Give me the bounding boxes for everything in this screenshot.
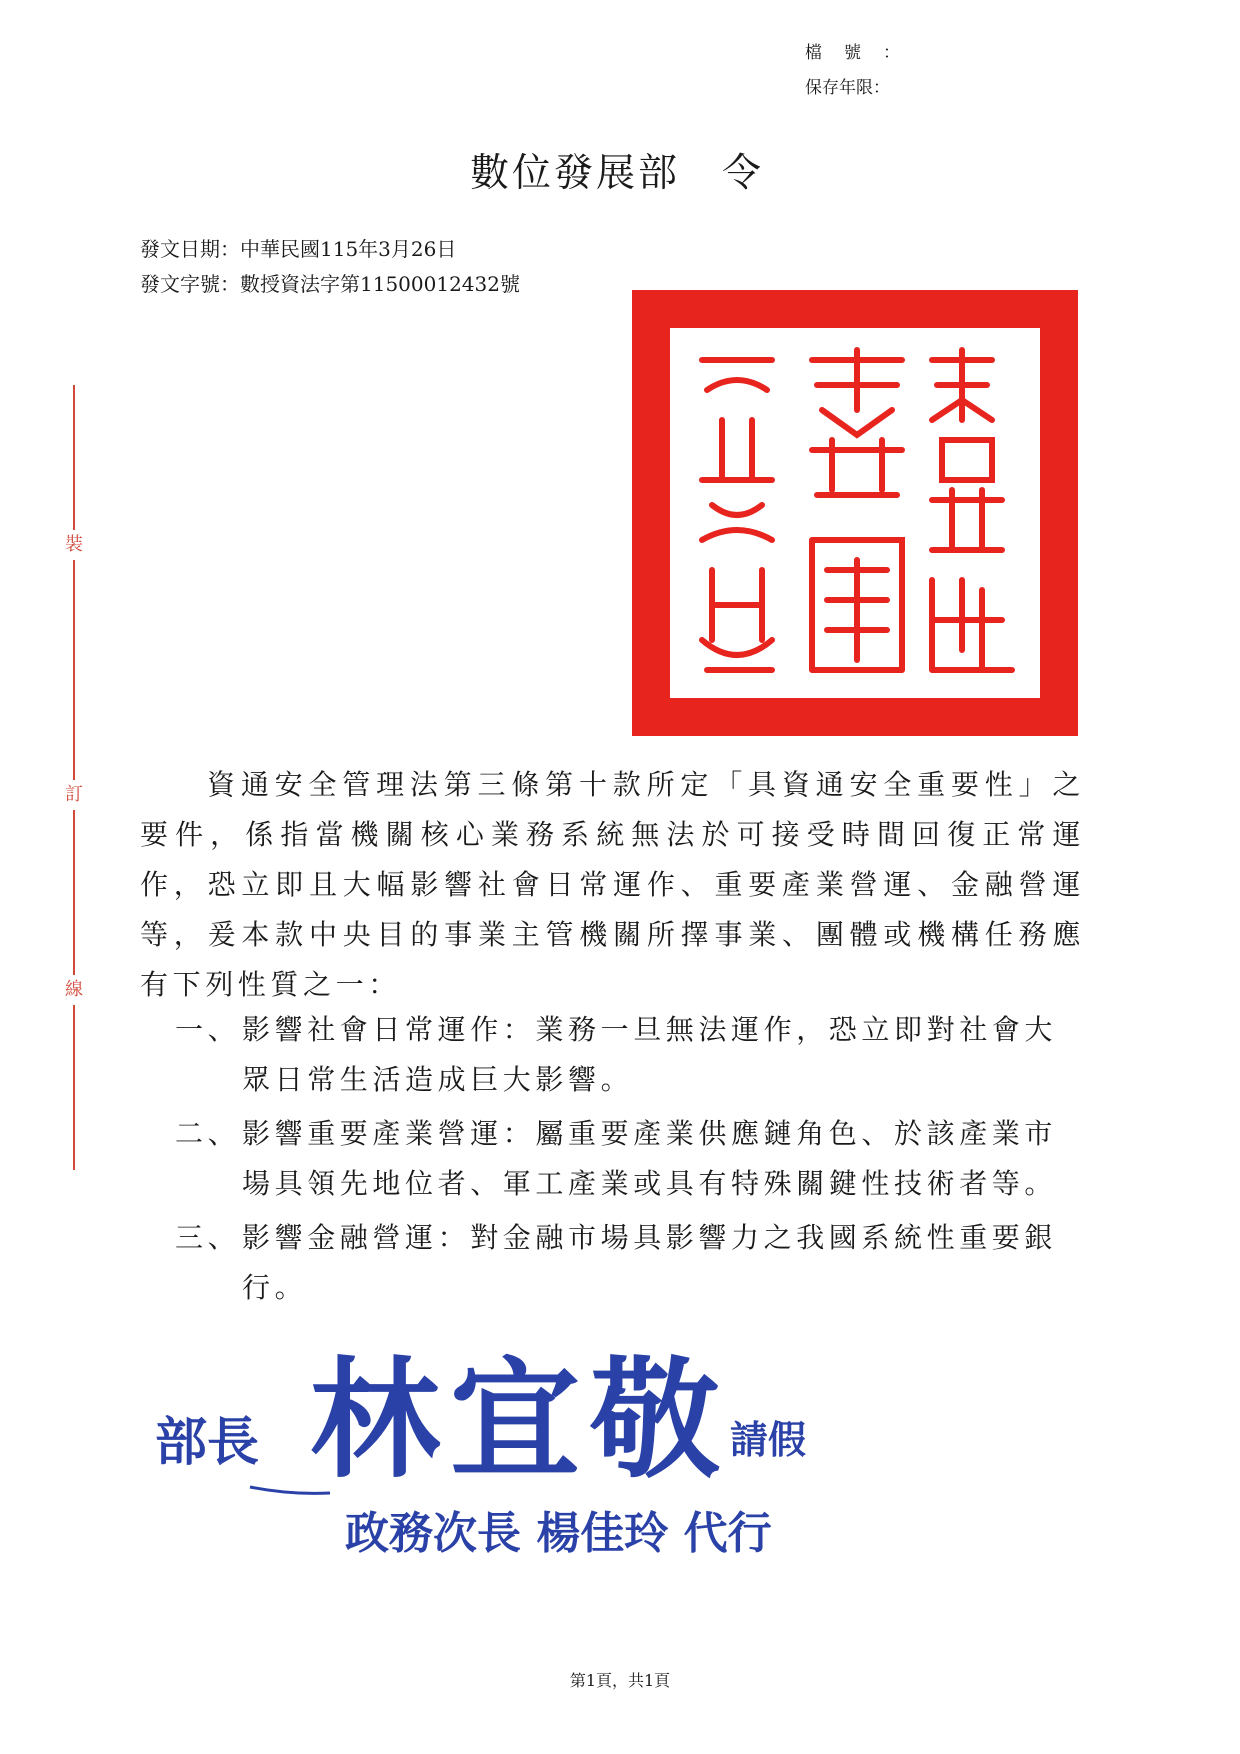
criteria-item xyxy=(175,1213,1085,1313)
binding-line xyxy=(60,385,100,1170)
signature-stamp xyxy=(150,1335,870,1565)
item-text: 影響社會日常運作：業務一旦無法運作，恐立即對社會大眾日常生活造成巨大影響。 xyxy=(242,1013,1058,1096)
binding-mark-ding: 訂 xyxy=(60,780,88,810)
retention-period-label: 保存年限： xyxy=(805,78,890,98)
issue-info xyxy=(140,232,520,302)
binding-mark-zhuang: 裝 xyxy=(60,530,88,560)
binding-mark-xian: 線 xyxy=(60,975,88,1005)
file-info xyxy=(805,36,922,106)
signature-leave: 請假 xyxy=(730,1417,807,1462)
signature-name: 林宜敬 xyxy=(310,1343,731,1496)
item-text: 影響重要產業營運：屬重要產業供應鏈角色、於該產業市場具領先地位者、軍工產業或具有特殊關鍵性技術者等。 xyxy=(242,1117,1058,1200)
document-title: 數位發展部 令 xyxy=(470,151,765,196)
seal-graphic xyxy=(632,290,1078,736)
item-number: 二、 xyxy=(175,1117,241,1150)
order-body xyxy=(140,760,1085,1010)
issue-number: 發文字號：數授資法字第11500012432號 xyxy=(140,272,520,296)
item-number: 一、 xyxy=(175,1013,241,1046)
signature-block xyxy=(150,1335,870,1565)
criteria-list xyxy=(175,1005,1085,1313)
file-number-label: 檔號： xyxy=(805,43,922,63)
binding-rule xyxy=(73,385,75,1170)
issue-date: 發文日期：中華民國115年3月26日 xyxy=(140,237,457,261)
page-footer: 第1頁，共1頁 xyxy=(569,1671,671,1690)
official-seal xyxy=(632,290,1078,736)
criteria-item xyxy=(175,1005,1085,1105)
item-text: 影響金融營運：對金融市場具影響力之我國系統性重要銀行。 xyxy=(242,1221,1058,1304)
criteria-item xyxy=(175,1109,1085,1209)
signature-acting: 政務次長 楊佳玲 代行 xyxy=(345,1508,772,1559)
item-number: 三、 xyxy=(175,1221,241,1254)
body-paragraph: 資通安全管理法第三條第十款所定「具資通安全重要性」之要件，係指當機關核心業務系統無法於可接受時間回復正常運作，恐立即且大幅影響社會日常運作、重要產業營運、金融營運等，爰本款中央目的事業主管機關所擇事業、團體或機構任務應有下列性質之一： xyxy=(140,768,1085,1001)
signature-title: 部長 xyxy=(155,1412,260,1473)
